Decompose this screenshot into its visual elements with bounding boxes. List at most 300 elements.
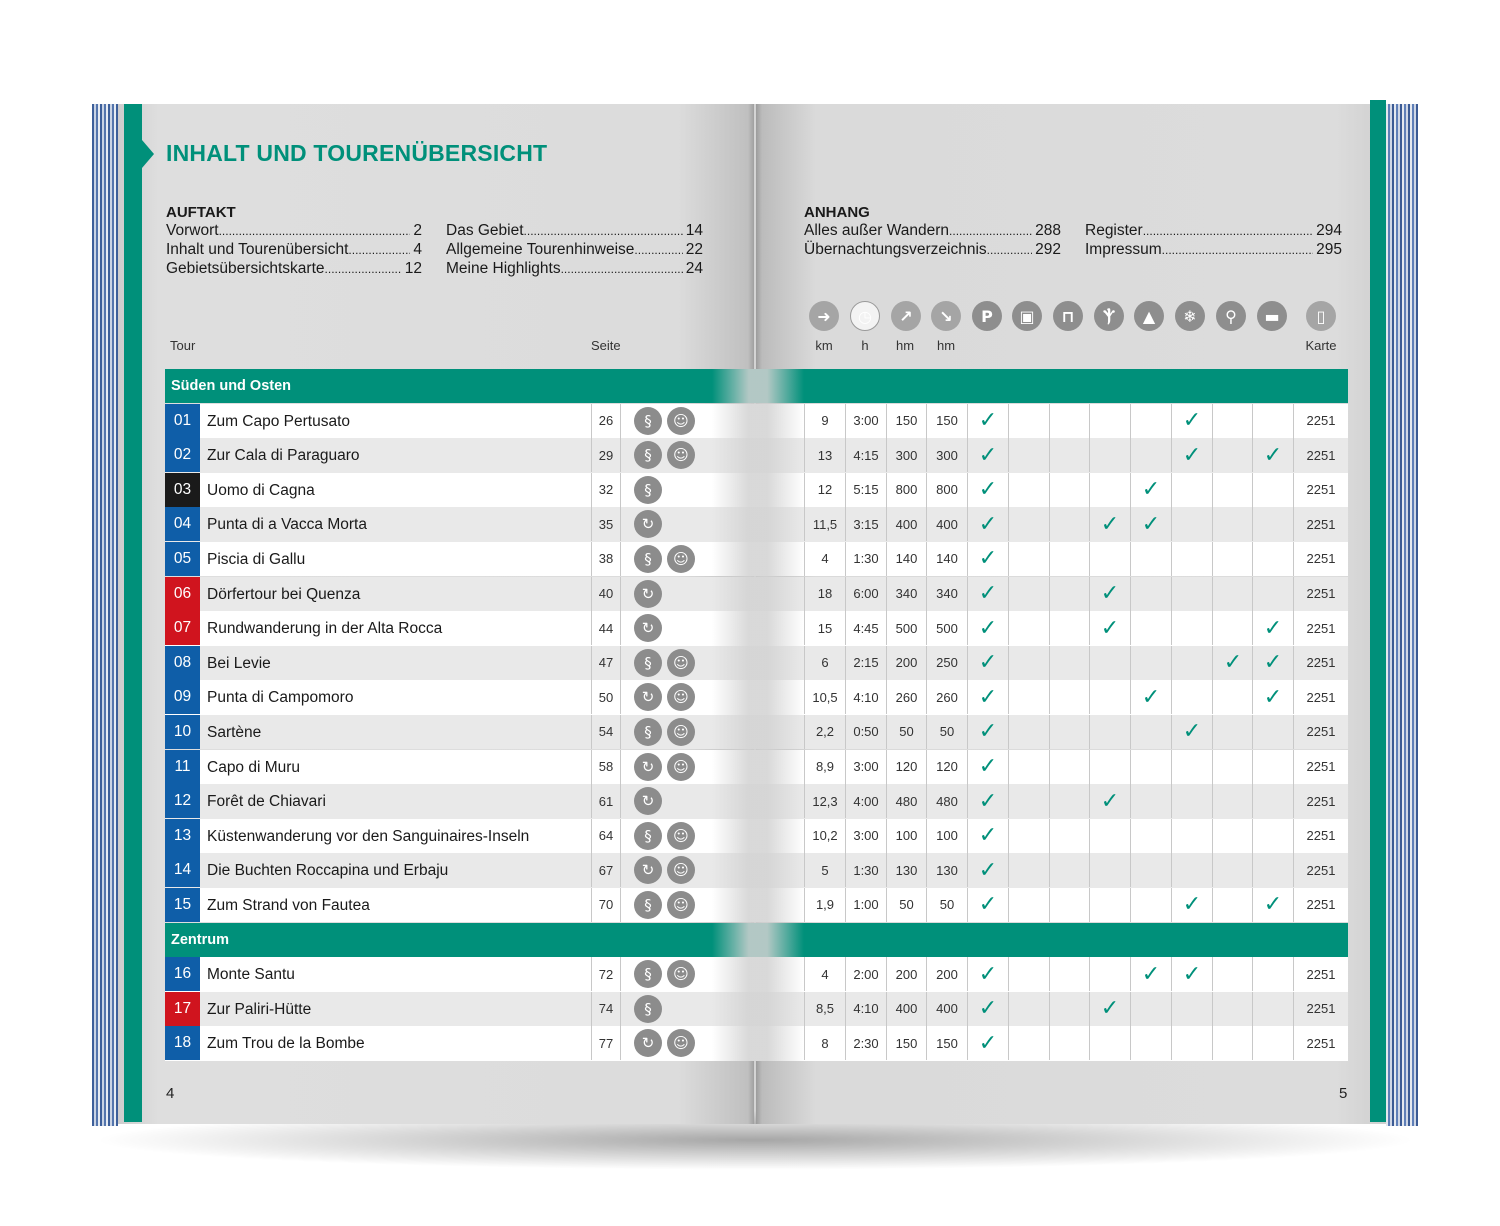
tour-name: Zum Trou de la Bombe	[207, 1035, 365, 1053]
toc-entry-title: Register	[1085, 222, 1143, 239]
check-icon: ✓	[1263, 615, 1283, 641]
check-icon: ✓	[978, 442, 998, 468]
toc-leader-dots	[348, 241, 410, 260]
feature-cell	[1171, 646, 1212, 680]
feature-cell	[967, 957, 1008, 991]
family-friendly-icon: ☺	[667, 891, 695, 919]
feature-cell	[1212, 438, 1253, 472]
feature-cell	[1008, 888, 1049, 922]
check-icon: ✓	[978, 788, 998, 814]
tour-ascent: 100	[886, 819, 926, 853]
toc-entry[interactable]	[1085, 222, 1342, 241]
feature-cell	[1049, 507, 1090, 541]
feature-cell	[1130, 680, 1171, 714]
feature-cell	[967, 577, 1008, 611]
tour-duration: 0:50	[845, 715, 886, 749]
feature-cell	[1049, 404, 1090, 438]
check-icon: ✓	[1182, 892, 1202, 918]
feature-cell	[1252, 438, 1293, 472]
tour-km: 4	[804, 542, 845, 576]
bike-icon: ⚲	[1216, 301, 1246, 331]
toc-entry-page: 294	[1316, 222, 1342, 239]
tour-ascent: 480	[886, 784, 926, 818]
toc-auftakt-col2	[446, 222, 703, 279]
tour-duration: 5:15	[845, 473, 886, 507]
round-trip-icon: ↻	[634, 856, 662, 884]
feature-cell	[1252, 715, 1293, 749]
toc-leader-dots	[1143, 222, 1313, 241]
feature-cell	[1212, 680, 1253, 714]
tour-duration: 4:15	[845, 438, 886, 472]
check-icon: ✓	[1141, 511, 1161, 537]
one-way-path-icon: §	[634, 891, 662, 919]
feature-cell	[1008, 853, 1049, 887]
tour-number: 03	[165, 473, 200, 507]
right-green-bar	[1370, 100, 1386, 1122]
feature-cell	[1049, 438, 1090, 472]
feature-cell	[1130, 542, 1171, 576]
feature-cell	[967, 992, 1008, 1026]
tour-ascent: 120	[886, 750, 926, 784]
feature-cell	[1252, 957, 1293, 991]
summit-icon: ▲	[1134, 301, 1164, 331]
toc-entry-page: 292	[1035, 241, 1061, 258]
feature-cell	[1089, 853, 1130, 887]
left-green-bar	[124, 104, 142, 1122]
tour-number: 11	[165, 750, 200, 784]
tour-descent: 260	[926, 680, 967, 714]
feature-cell	[967, 611, 1008, 645]
tour-descent: 200	[926, 957, 967, 991]
toc-anhang-col2	[1085, 222, 1342, 260]
feature-cell	[967, 646, 1008, 680]
feature-cell	[967, 473, 1008, 507]
tour-number: 12	[165, 784, 200, 818]
bus-icon: ▣	[1012, 301, 1042, 331]
toc-entry-page: 295	[1316, 241, 1342, 258]
feature-cell	[1049, 853, 1090, 887]
section-header: Süden und Osten	[165, 369, 1348, 403]
feature-cell	[1130, 646, 1171, 680]
feature-cell	[1130, 507, 1171, 541]
tour-number: 17	[165, 992, 200, 1026]
family-friendly-icon: ☺	[667, 441, 695, 469]
tour-descent: 150	[926, 1026, 967, 1060]
one-way-path-icon: §	[634, 476, 662, 504]
tour-number: 10	[165, 715, 200, 749]
one-way-path-icon: §	[634, 718, 662, 746]
tour-number: 08	[165, 646, 200, 680]
feature-cell	[1252, 992, 1293, 1026]
toc-entry-title: Alles außer Wandern	[804, 222, 950, 239]
feature-cell	[1049, 819, 1090, 853]
family-friendly-icon: ☺	[667, 753, 695, 781]
toc-anhang-col1	[804, 204, 1061, 260]
tour-duration: 4:45	[845, 611, 886, 645]
tour-ascent: 50	[886, 888, 926, 922]
feature-cell	[1212, 404, 1253, 438]
feature-cell	[1049, 1026, 1090, 1060]
feature-cell	[1130, 784, 1171, 818]
tour-name: Uomo di Cagna	[207, 481, 315, 499]
signpost-icon: ➜	[809, 301, 839, 331]
tour-number: 05	[165, 542, 200, 576]
check-icon: ✓	[978, 719, 998, 745]
family-friendly-icon: ☺	[667, 649, 695, 677]
check-icon: ✓	[1223, 650, 1243, 676]
feature-cell	[1171, 542, 1212, 576]
feature-cell	[1130, 577, 1171, 611]
feature-cell	[1212, 819, 1253, 853]
feature-cell	[1049, 784, 1090, 818]
feature-cell	[967, 438, 1008, 472]
tour-name: Monte Santu	[207, 966, 295, 983]
feature-cell	[1171, 507, 1212, 541]
tour-page: 44	[591, 611, 620, 645]
feature-cell	[1049, 473, 1090, 507]
tour-map: 2251	[1293, 542, 1348, 576]
tour-map: 2251	[1293, 1026, 1348, 1060]
feature-cell	[1089, 715, 1130, 749]
check-icon: ✓	[1182, 719, 1202, 745]
tour-descent: 250	[926, 646, 967, 680]
feature-cell	[1171, 888, 1212, 922]
toc-entry[interactable]	[446, 222, 703, 241]
tour-descent: 120	[926, 750, 967, 784]
feature-cell	[1252, 611, 1293, 645]
toc-entry[interactable]	[1085, 241, 1342, 260]
feature-cell	[1049, 888, 1090, 922]
toc-entry[interactable]	[166, 260, 422, 279]
feature-cell	[1049, 750, 1090, 784]
feature-cell	[1008, 1026, 1049, 1060]
check-icon: ✓	[1141, 684, 1161, 710]
feature-cell	[1171, 853, 1212, 887]
tour-number: 09	[165, 680, 200, 714]
feature-cell	[1212, 888, 1253, 922]
tour-descent: 340	[926, 577, 967, 611]
tour-map: 2251	[1293, 680, 1348, 714]
tour-descent: 50	[926, 888, 967, 922]
feature-cell	[1089, 888, 1130, 922]
feature-cell	[1008, 715, 1049, 749]
feature-cell	[1049, 542, 1090, 576]
tour-ascent: 200	[886, 957, 926, 991]
tour-map: 2251	[1293, 819, 1348, 853]
tour-km: 4	[804, 957, 845, 991]
round-trip-icon: ↻	[634, 580, 662, 608]
one-way-path-icon: §	[634, 649, 662, 677]
toc-entry[interactable]	[166, 222, 422, 241]
tour-page: 54	[591, 715, 620, 749]
toc-leader-dots	[949, 222, 1032, 241]
cable-car-icon: ⊓	[1053, 301, 1083, 331]
tour-descent: 130	[926, 853, 967, 887]
tour-km: 12,3	[804, 784, 845, 818]
check-icon: ✓	[1141, 961, 1161, 987]
feature-cell	[1171, 957, 1212, 991]
tour-page: 70	[591, 888, 620, 922]
check-icon: ✓	[1141, 477, 1161, 503]
check-icon: ✓	[978, 684, 998, 710]
tour-name: Forêt de Chiavari	[207, 793, 326, 811]
feature-cell	[1171, 784, 1212, 818]
tour-name: Piscia di Gallu	[207, 550, 306, 568]
check-icon: ✓	[1263, 892, 1283, 918]
header-km: km	[815, 338, 833, 353]
check-icon: ✓	[978, 892, 998, 918]
family-friendly-icon: ☺	[667, 822, 695, 850]
feature-cell	[967, 507, 1008, 541]
feature-cell	[1089, 819, 1130, 853]
feature-cell	[1008, 957, 1049, 991]
check-icon: ✓	[978, 477, 998, 503]
feature-cell	[1130, 1026, 1171, 1060]
tour-km: 10,5	[804, 680, 845, 714]
tour-page: 38	[591, 542, 620, 576]
tour-map: 2251	[1293, 784, 1348, 818]
header-h: h	[861, 338, 869, 353]
tour-km: 1,9	[804, 888, 845, 922]
feature-cell	[1252, 577, 1293, 611]
family-friendly-icon: ☺	[667, 1029, 695, 1057]
check-icon: ✓	[1100, 511, 1120, 537]
tour-duration: 3:15	[845, 507, 886, 541]
feature-cell	[1252, 888, 1293, 922]
parking-icon: P	[972, 301, 1002, 331]
feature-cell	[1212, 992, 1253, 1026]
tour-number: 15	[165, 888, 200, 922]
tour-name: Dörfertour bei Quenza	[207, 585, 361, 603]
toc-entry-title: Vorwort	[166, 222, 219, 239]
toc-entry-page: 288	[1035, 222, 1061, 239]
check-icon: ✓	[978, 961, 998, 987]
tour-duration: 3:00	[845, 404, 886, 438]
feature-cell	[1171, 819, 1212, 853]
feature-cell	[1130, 750, 1171, 784]
tour-page: 29	[591, 438, 620, 472]
check-icon: ✓	[1263, 650, 1283, 676]
header-seite: Seite	[591, 338, 621, 353]
toc-heading: ANHANG	[804, 204, 870, 221]
clock-icon: ◷	[850, 301, 880, 331]
feature-cell	[1089, 957, 1130, 991]
toc-entry[interactable]	[446, 260, 703, 279]
toc-leader-dots	[634, 241, 682, 260]
toc-leader-dots	[219, 222, 411, 241]
toc-leader-dots	[1162, 241, 1313, 260]
feature-cell	[1130, 611, 1171, 645]
feature-cell	[1049, 957, 1090, 991]
tour-page: 58	[591, 750, 620, 784]
feature-cell	[1171, 750, 1212, 784]
tour-descent: 100	[926, 819, 967, 853]
family-friendly-icon: ☺	[667, 683, 695, 711]
feature-cell	[967, 542, 1008, 576]
tour-map: 2251	[1293, 750, 1348, 784]
check-icon: ✓	[1263, 442, 1283, 468]
feature-cell	[1089, 750, 1130, 784]
feature-cell	[967, 404, 1008, 438]
toc-entry-title: Übernachtungsverzeichnis	[804, 241, 987, 258]
tour-name: Punta di a Vacca Morta	[207, 516, 367, 534]
feature-cell	[1008, 611, 1049, 645]
toc-entry-title: Meine Highlights	[446, 260, 561, 277]
feature-cell	[1008, 680, 1049, 714]
feature-cell	[1008, 784, 1049, 818]
feature-cell	[1130, 819, 1171, 853]
feature-cell	[1212, 473, 1253, 507]
feature-cell	[1008, 577, 1049, 611]
tour-map: 2251	[1293, 888, 1348, 922]
one-way-path-icon: §	[634, 407, 662, 435]
tour-map: 2251	[1293, 957, 1348, 991]
tour-name: Capo di Muru	[207, 758, 301, 776]
feature-cell	[1212, 957, 1253, 991]
toc-leader-dots	[325, 260, 402, 279]
feature-cell	[1130, 992, 1171, 1026]
tour-number: 14	[165, 853, 200, 887]
feature-cell	[1008, 507, 1049, 541]
round-trip-icon: ↻	[634, 510, 662, 538]
tour-map: 2251	[1293, 853, 1348, 887]
tour-duration: 1:00	[845, 888, 886, 922]
feature-cell	[1252, 473, 1293, 507]
tour-page: 61	[591, 784, 620, 818]
tour-page: 26	[591, 404, 620, 438]
title-marker-icon	[142, 140, 154, 168]
tour-km: 8	[804, 1026, 845, 1060]
feature-cell	[1049, 680, 1090, 714]
tour-map: 2251	[1293, 992, 1348, 1026]
toc-entry[interactable]	[166, 241, 422, 260]
page-number-right: 5	[1339, 1085, 1348, 1102]
feature-cell	[1212, 542, 1253, 576]
round-trip-icon: ↻	[634, 614, 662, 642]
tour-km: 12	[804, 473, 845, 507]
toc-leader-dots	[561, 260, 683, 279]
feature-cell	[1049, 715, 1090, 749]
feature-cell	[1008, 750, 1049, 784]
feature-cell	[1171, 1026, 1212, 1060]
tour-number: 16	[165, 957, 200, 991]
header-karte: Karte	[1305, 338, 1337, 353]
tour-name: Die Buchten Roccapina und Erbaju	[207, 862, 449, 880]
page-edges-left	[92, 104, 118, 1126]
tour-name: Punta di Campomoro	[207, 689, 354, 707]
feature-cell	[1171, 473, 1212, 507]
feature-cell	[1089, 438, 1130, 472]
tour-km: 5	[804, 853, 845, 887]
round-trip-icon: ↻	[634, 787, 662, 815]
tour-ascent: 200	[886, 646, 926, 680]
family-friendly-icon: ☺	[667, 407, 695, 435]
check-icon: ✓	[978, 1030, 998, 1056]
check-icon: ✓	[1182, 442, 1202, 468]
tour-ascent: 400	[886, 992, 926, 1026]
tour-ascent: 150	[886, 1026, 926, 1060]
feature-cell	[1171, 611, 1212, 645]
one-way-path-icon: §	[634, 441, 662, 469]
feature-cell	[1212, 715, 1253, 749]
feature-cell	[1252, 853, 1293, 887]
page-title: INHALT UND TOURENÜBERSICHT	[166, 140, 548, 166]
header-tour: Tour	[170, 338, 196, 353]
tour-duration: 4:00	[845, 784, 886, 818]
section-header: Zentrum	[165, 923, 1348, 957]
tour-map: 2251	[1293, 715, 1348, 749]
tour-name: Zum Capo Pertusato	[207, 412, 351, 430]
tour-ascent: 500	[886, 611, 926, 645]
feature-cell	[1089, 646, 1130, 680]
toc-auftakt-col1	[166, 204, 422, 279]
feature-cell	[1252, 750, 1293, 784]
feature-cell	[1252, 1026, 1293, 1060]
feature-cell	[1171, 992, 1212, 1026]
tour-duration: 2:30	[845, 1026, 886, 1060]
toc-entry-page: 14	[685, 222, 703, 239]
tour-km: 9	[804, 404, 845, 438]
tour-number: 01	[165, 404, 200, 438]
tour-duration: 3:00	[845, 819, 886, 853]
toc-entry[interactable]	[804, 222, 1061, 241]
tour-descent: 400	[926, 507, 967, 541]
tour-km: 15	[804, 611, 845, 645]
tour-page: 32	[591, 473, 620, 507]
tour-number: 07	[165, 611, 200, 645]
tour-name: Rundwanderung in der Alta Rocca	[207, 620, 443, 638]
feature-cell	[1171, 715, 1212, 749]
feature-cell	[1252, 819, 1293, 853]
check-icon: ✓	[1182, 961, 1202, 987]
tour-descent: 500	[926, 611, 967, 645]
tour-descent: 800	[926, 473, 967, 507]
check-icon: ✓	[978, 823, 998, 849]
check-icon: ✓	[978, 857, 998, 883]
one-way-path-icon: §	[634, 545, 662, 573]
tour-km: 6	[804, 646, 845, 680]
page-number-left: 4	[166, 1085, 175, 1102]
feature-cell	[1089, 680, 1130, 714]
feature-cell	[1008, 438, 1049, 472]
check-icon: ✓	[978, 546, 998, 572]
one-way-path-icon: §	[634, 995, 662, 1023]
feature-cell	[1049, 577, 1090, 611]
tour-ascent: 50	[886, 715, 926, 749]
tour-page: 35	[591, 507, 620, 541]
feature-cell	[1171, 577, 1212, 611]
feature-cell	[1130, 957, 1171, 991]
feature-cell	[1049, 646, 1090, 680]
toc-entry[interactable]	[804, 241, 1061, 260]
toc-entry-title: Gebietsübersichtskarte	[166, 260, 325, 277]
tour-descent: 140	[926, 542, 967, 576]
check-icon: ✓	[1182, 408, 1202, 433]
tour-page: 67	[591, 853, 620, 887]
feature-cell	[1212, 853, 1253, 887]
descent-icon: ↘	[931, 301, 961, 331]
toc-entry-page: 4	[413, 241, 422, 258]
tour-map: 2251	[1293, 577, 1348, 611]
tour-page: 64	[591, 819, 620, 853]
feature-cell	[1089, 507, 1130, 541]
toc-entry[interactable]	[446, 241, 703, 260]
tour-duration: 1:30	[845, 542, 886, 576]
tour-duration: 4:10	[845, 680, 886, 714]
tour-duration: 2:00	[845, 957, 886, 991]
round-trip-icon: ↻	[634, 1029, 662, 1057]
tour-descent: 50	[926, 715, 967, 749]
